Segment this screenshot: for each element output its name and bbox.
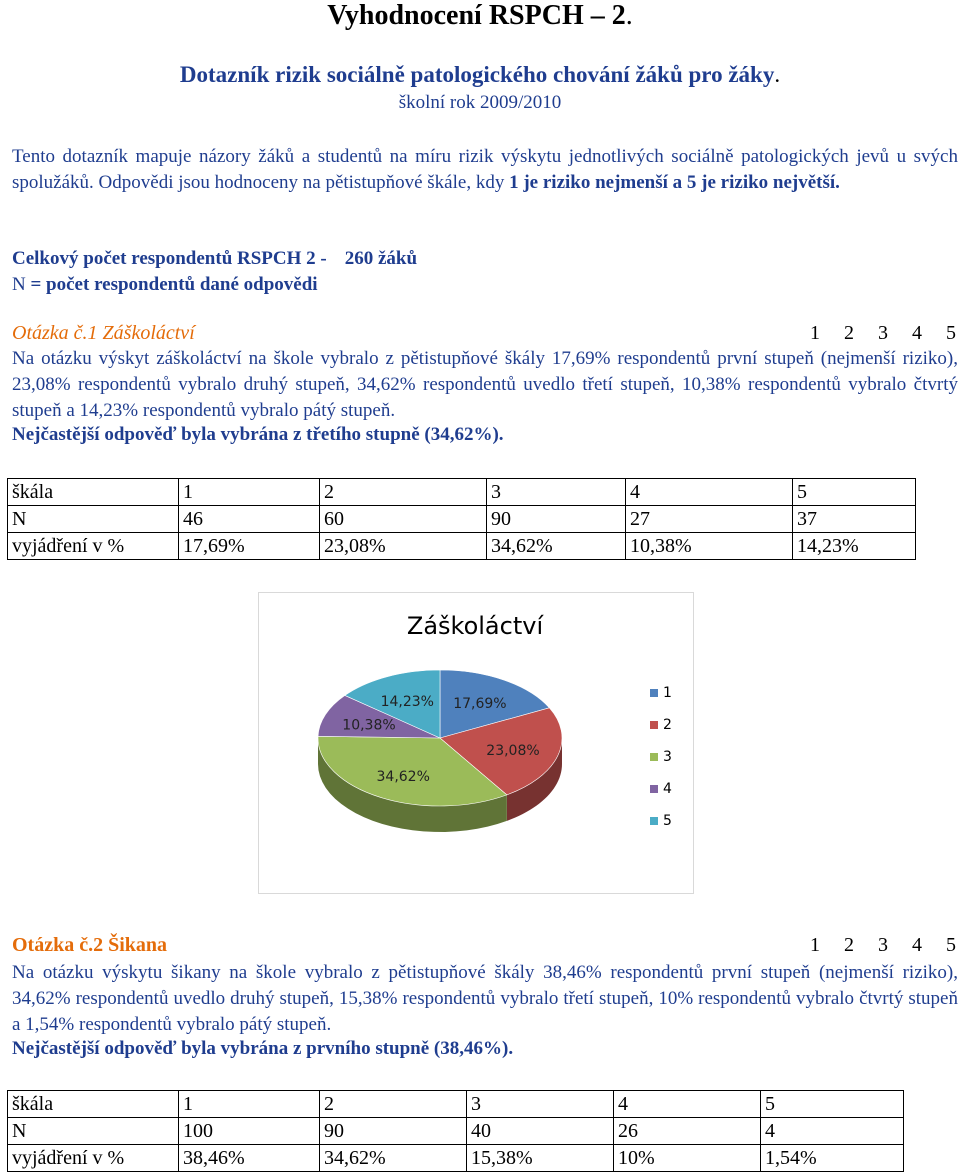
- table-cell: 10,38%: [626, 533, 793, 560]
- table-cell: 37: [793, 506, 916, 533]
- table-cell: škála: [8, 479, 179, 506]
- legend-label: 3: [663, 749, 672, 765]
- table-cell: 5: [761, 1091, 904, 1118]
- table-cell: 3: [487, 479, 626, 506]
- table-cell: 10%: [614, 1145, 761, 1172]
- table-cell: 27: [626, 506, 793, 533]
- table-cell: 34,62%: [320, 1145, 467, 1172]
- table-cell: vyjádření v %: [8, 533, 179, 560]
- table-cell: 4: [614, 1091, 761, 1118]
- legend-item: [650, 749, 672, 765]
- table-row: [8, 1145, 904, 1172]
- question-1-conclusion: Nejčastější odpověď byla vybrána z třetího stupně (34,62%).: [12, 424, 504, 445]
- data-label: 10,38%: [342, 717, 396, 734]
- table-cell: 4: [626, 479, 793, 506]
- table-cell: 90: [487, 506, 626, 533]
- legend-label: 4: [663, 781, 672, 797]
- table-cell: 40: [467, 1118, 614, 1145]
- table-row: [8, 1091, 904, 1118]
- legend-swatch: [650, 785, 658, 793]
- table-row: [8, 533, 916, 560]
- legend-swatch: [650, 689, 658, 697]
- legend-item: [650, 717, 672, 733]
- table-cell: 38,46%: [179, 1145, 320, 1172]
- legend-item: [650, 781, 672, 797]
- scale-header: 1 2 3 4 5: [810, 934, 956, 956]
- table-cell: 26: [614, 1118, 761, 1145]
- table-cell: 2: [320, 479, 487, 506]
- question-1-heading: Otázka č.1 Záškoláctví 1 2 3 4 5: [12, 322, 956, 344]
- table-cell: 23,08%: [320, 533, 487, 560]
- table-cell: 15,38%: [467, 1145, 614, 1172]
- table-cell: 100: [179, 1118, 320, 1145]
- question-2-text: Na otázku výskytu šikany na škole vybralo z pětistupňové škály 38,46% respondentů první stupeň (nejmenší riziko), 34,62% respondentů uvedlo druhý stupeň, 15,38% respondentů vybralo třetí stupeň, 10% respondentů vybralo čtvrtý stupeň a 1,54% respondentů vybralo pátý stupeň.: [12, 962, 958, 1035]
- page-title: Vyhodnocení RSPCH – 2.: [327, 0, 633, 31]
- table-cell: N: [8, 1118, 179, 1145]
- pie-chart: [258, 592, 692, 892]
- data-label: 23,08%: [486, 743, 540, 760]
- table-cell: 14,23%: [793, 533, 916, 560]
- table-cell: 17,69%: [179, 533, 320, 560]
- table-cell: 1: [179, 1091, 320, 1118]
- legend-label: 5: [663, 813, 672, 829]
- intro-paragraph: Tento dotazník mapuje názory žáků a studentů na míru rizik výskytu jednotlivých sociálně patologických jevů u svých spolužáků. Odpovědi jsou hodnoceny na pětistupňové škále, kdy 1 je riziko nejmenší a 5 je riziko největší.: [12, 146, 958, 193]
- data-label: 14,23%: [380, 694, 434, 710]
- legend-item: [650, 685, 672, 701]
- n-definition: N = počet respondentů dané odpovědi: [12, 274, 318, 295]
- table-cell: 3: [467, 1091, 614, 1118]
- question-2-heading: Otázka č.2 Šikana 1 2 3 4 5: [12, 934, 956, 956]
- table-cell: 90: [320, 1118, 467, 1145]
- respondent-count: Celkový počet respondentů RSPCH 2 - 260 žáků: [12, 248, 418, 269]
- table-cell: škála: [8, 1091, 179, 1118]
- school-year: školní rok 2009/2010: [398, 92, 562, 113]
- table-cell: 1: [179, 479, 320, 506]
- table-cell: vyjádření v %: [8, 1145, 179, 1172]
- legend-label: 2: [663, 717, 672, 733]
- table-cell: 2: [320, 1091, 467, 1118]
- legend-label: 1: [663, 685, 672, 701]
- question-2-conclusion: Nejčastější odpověď byla vybrána z prvního stupně (38,46%).: [12, 1038, 514, 1059]
- table-row: [8, 479, 916, 506]
- question-1-table: [7, 478, 916, 560]
- legend-swatch: [650, 753, 658, 761]
- data-label: 34,62%: [376, 768, 430, 785]
- table-cell: 4: [761, 1118, 904, 1145]
- legend-swatch: [650, 721, 658, 729]
- table-cell: 34,62%: [487, 533, 626, 560]
- table-cell: 60: [320, 506, 487, 533]
- table-cell: 1,54%: [761, 1145, 904, 1172]
- table-row: [8, 506, 916, 533]
- question-2-table: [7, 1090, 904, 1172]
- table-cell: N: [8, 506, 179, 533]
- page-subtitle: Dotazník rizik sociálně patologického chování žáků pro žáky.: [179, 62, 781, 87]
- chart-title: Záškoláctví: [406, 612, 544, 640]
- scale-header: 1 2 3 4 5: [810, 322, 956, 344]
- table-cell: 46: [179, 506, 320, 533]
- question-1-text: Na otázku výskyt záškoláctví na škole vybralo z pětistupňové škály 17,69% respondentů první stupeň (nejmenší riziko), 23,08% respondentů vybralo druhý stupeň, 34,62% respondentů uvedlo třetí stupeň, 10,38% respondentů vybralo čtvrtý stupeň a 14,23% respondentů vybralo pátý stupeň.: [12, 348, 958, 421]
- table-cell: 5: [793, 479, 916, 506]
- legend-item: [650, 813, 672, 829]
- table-row: [8, 1118, 904, 1145]
- legend-swatch: [650, 817, 658, 825]
- data-label: 17,69%: [453, 696, 507, 713]
